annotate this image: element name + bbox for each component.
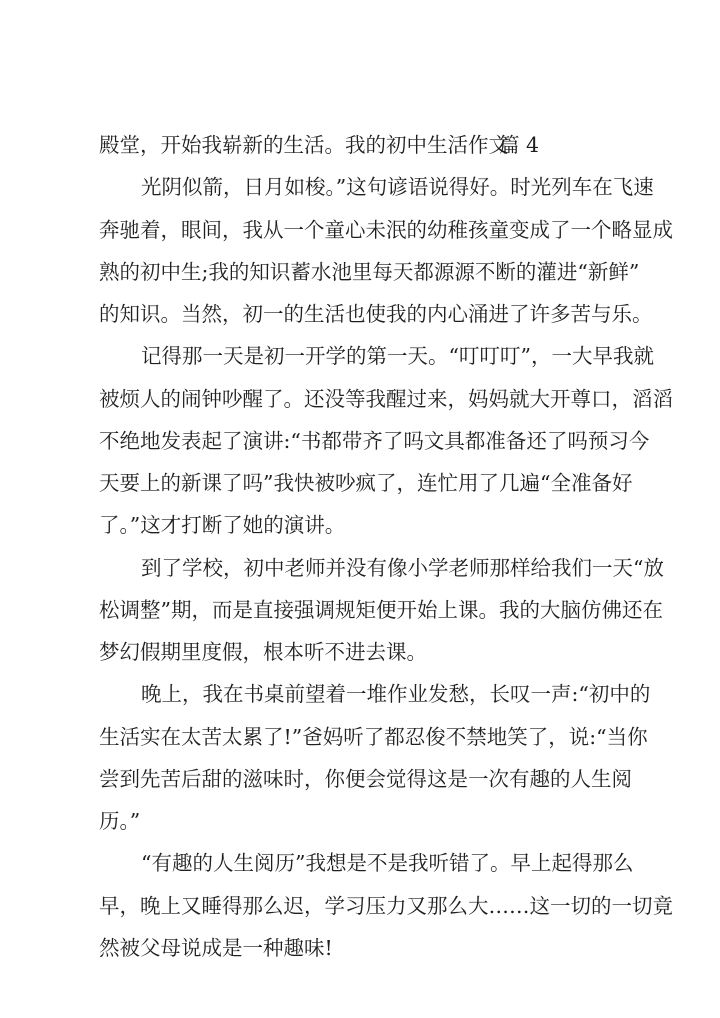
text-line: 尝到先苦后甜的滋味时，你便会觉得这是一次有趣的人生阅 bbox=[99, 767, 632, 791]
paragraph-5-line-2 bbox=[0, 889, 720, 923]
paragraph-4-line-4 bbox=[0, 804, 720, 838]
paragraph-2-line-4 bbox=[0, 466, 720, 500]
paragraph-1-line-1 bbox=[0, 170, 720, 204]
text-line: 然被父母说成是一种趣味! bbox=[99, 936, 333, 960]
paragraph-2-line-1 bbox=[0, 339, 720, 373]
text-line: 光阴似箭，日月如梭。”这句谚语说得好。时光列车在飞速 bbox=[141, 175, 654, 199]
paragraph-2-line-3 bbox=[0, 424, 720, 458]
text-line: 的知识。当然，初一的生活也使我的内心涌进了许多苦与乐。 bbox=[99, 302, 653, 326]
paragraph-5-line-3 bbox=[0, 931, 720, 965]
paragraph-3-line-2 bbox=[0, 593, 720, 627]
text-line: “有趣的人生阅历”我想是不是我听错了。早上起得那么 bbox=[141, 851, 634, 875]
text-line: 梦幻假期里度假，根本听不进去课。 bbox=[99, 640, 427, 664]
paragraph-1-line-4 bbox=[0, 297, 720, 331]
paragraph-5-line-1 bbox=[0, 846, 720, 880]
text-line: 早，晚上又睡得那么迟，学习压力又那么大……这一切的一切竟 bbox=[99, 894, 673, 918]
paragraph-1-line-2 bbox=[0, 213, 720, 247]
paragraph-2-line-5 bbox=[0, 508, 720, 542]
paragraph-4-line-2 bbox=[0, 720, 720, 754]
text-line: 天要上的新课了吗”我快被吵疯了，连忙用了几遍“全准备好 bbox=[99, 471, 633, 495]
text-line: 到了学校，初中老师并没有像小学老师那样给我们一天“放 bbox=[141, 556, 664, 580]
paragraph-1-line-3 bbox=[0, 255, 720, 289]
text-line: 历。” bbox=[99, 809, 141, 833]
paragraph-2-line-2 bbox=[0, 382, 720, 416]
paragraph-3-line-1 bbox=[0, 551, 720, 585]
text-line: 晚上，我在书桌前望着一堆作业发愁，长叹一声:“初中的 bbox=[141, 682, 651, 706]
paragraph-4-line-1 bbox=[0, 677, 720, 711]
opening-line bbox=[0, 128, 720, 162]
section-heading: 篇 4 bbox=[499, 133, 540, 157]
paragraph-3-line-3 bbox=[0, 635, 720, 669]
text-line: 被烦人的闹钟吵醒了。还没等我醒过来，妈妈就大开尊口，滔滔 bbox=[99, 387, 673, 411]
text-line: 松调整”期，而是直接强调规矩便开始上课。我的大脑仿佛还在 bbox=[99, 598, 663, 622]
opening-line-text: 殿堂，开始我崭新的生活。我的初中生活作文 bbox=[99, 133, 509, 157]
paragraph-4-line-3 bbox=[0, 762, 720, 796]
text-line: 生活实在太苦太累了!”爸妈听了都忍俊不禁地笑了，说:“当你 bbox=[99, 725, 648, 749]
text-line: 熟的初中生;我的知识蓄水池里每天都源源不断的灌进“新鲜” bbox=[99, 260, 640, 284]
text-line: 不绝地发表起了演讲:“书都带齐了吗文具都准备还了吗预习今 bbox=[99, 429, 650, 453]
text-line: 了。”这才打断了她的演讲。 bbox=[99, 513, 346, 537]
text-line: 奔驰着，眼间，我从一个童心未泯的幼稚孩童变成了一个略显成 bbox=[99, 218, 673, 242]
text-line: 记得那一天是初一开学的第一天。“叮叮叮”，一大早我就 bbox=[141, 344, 654, 368]
